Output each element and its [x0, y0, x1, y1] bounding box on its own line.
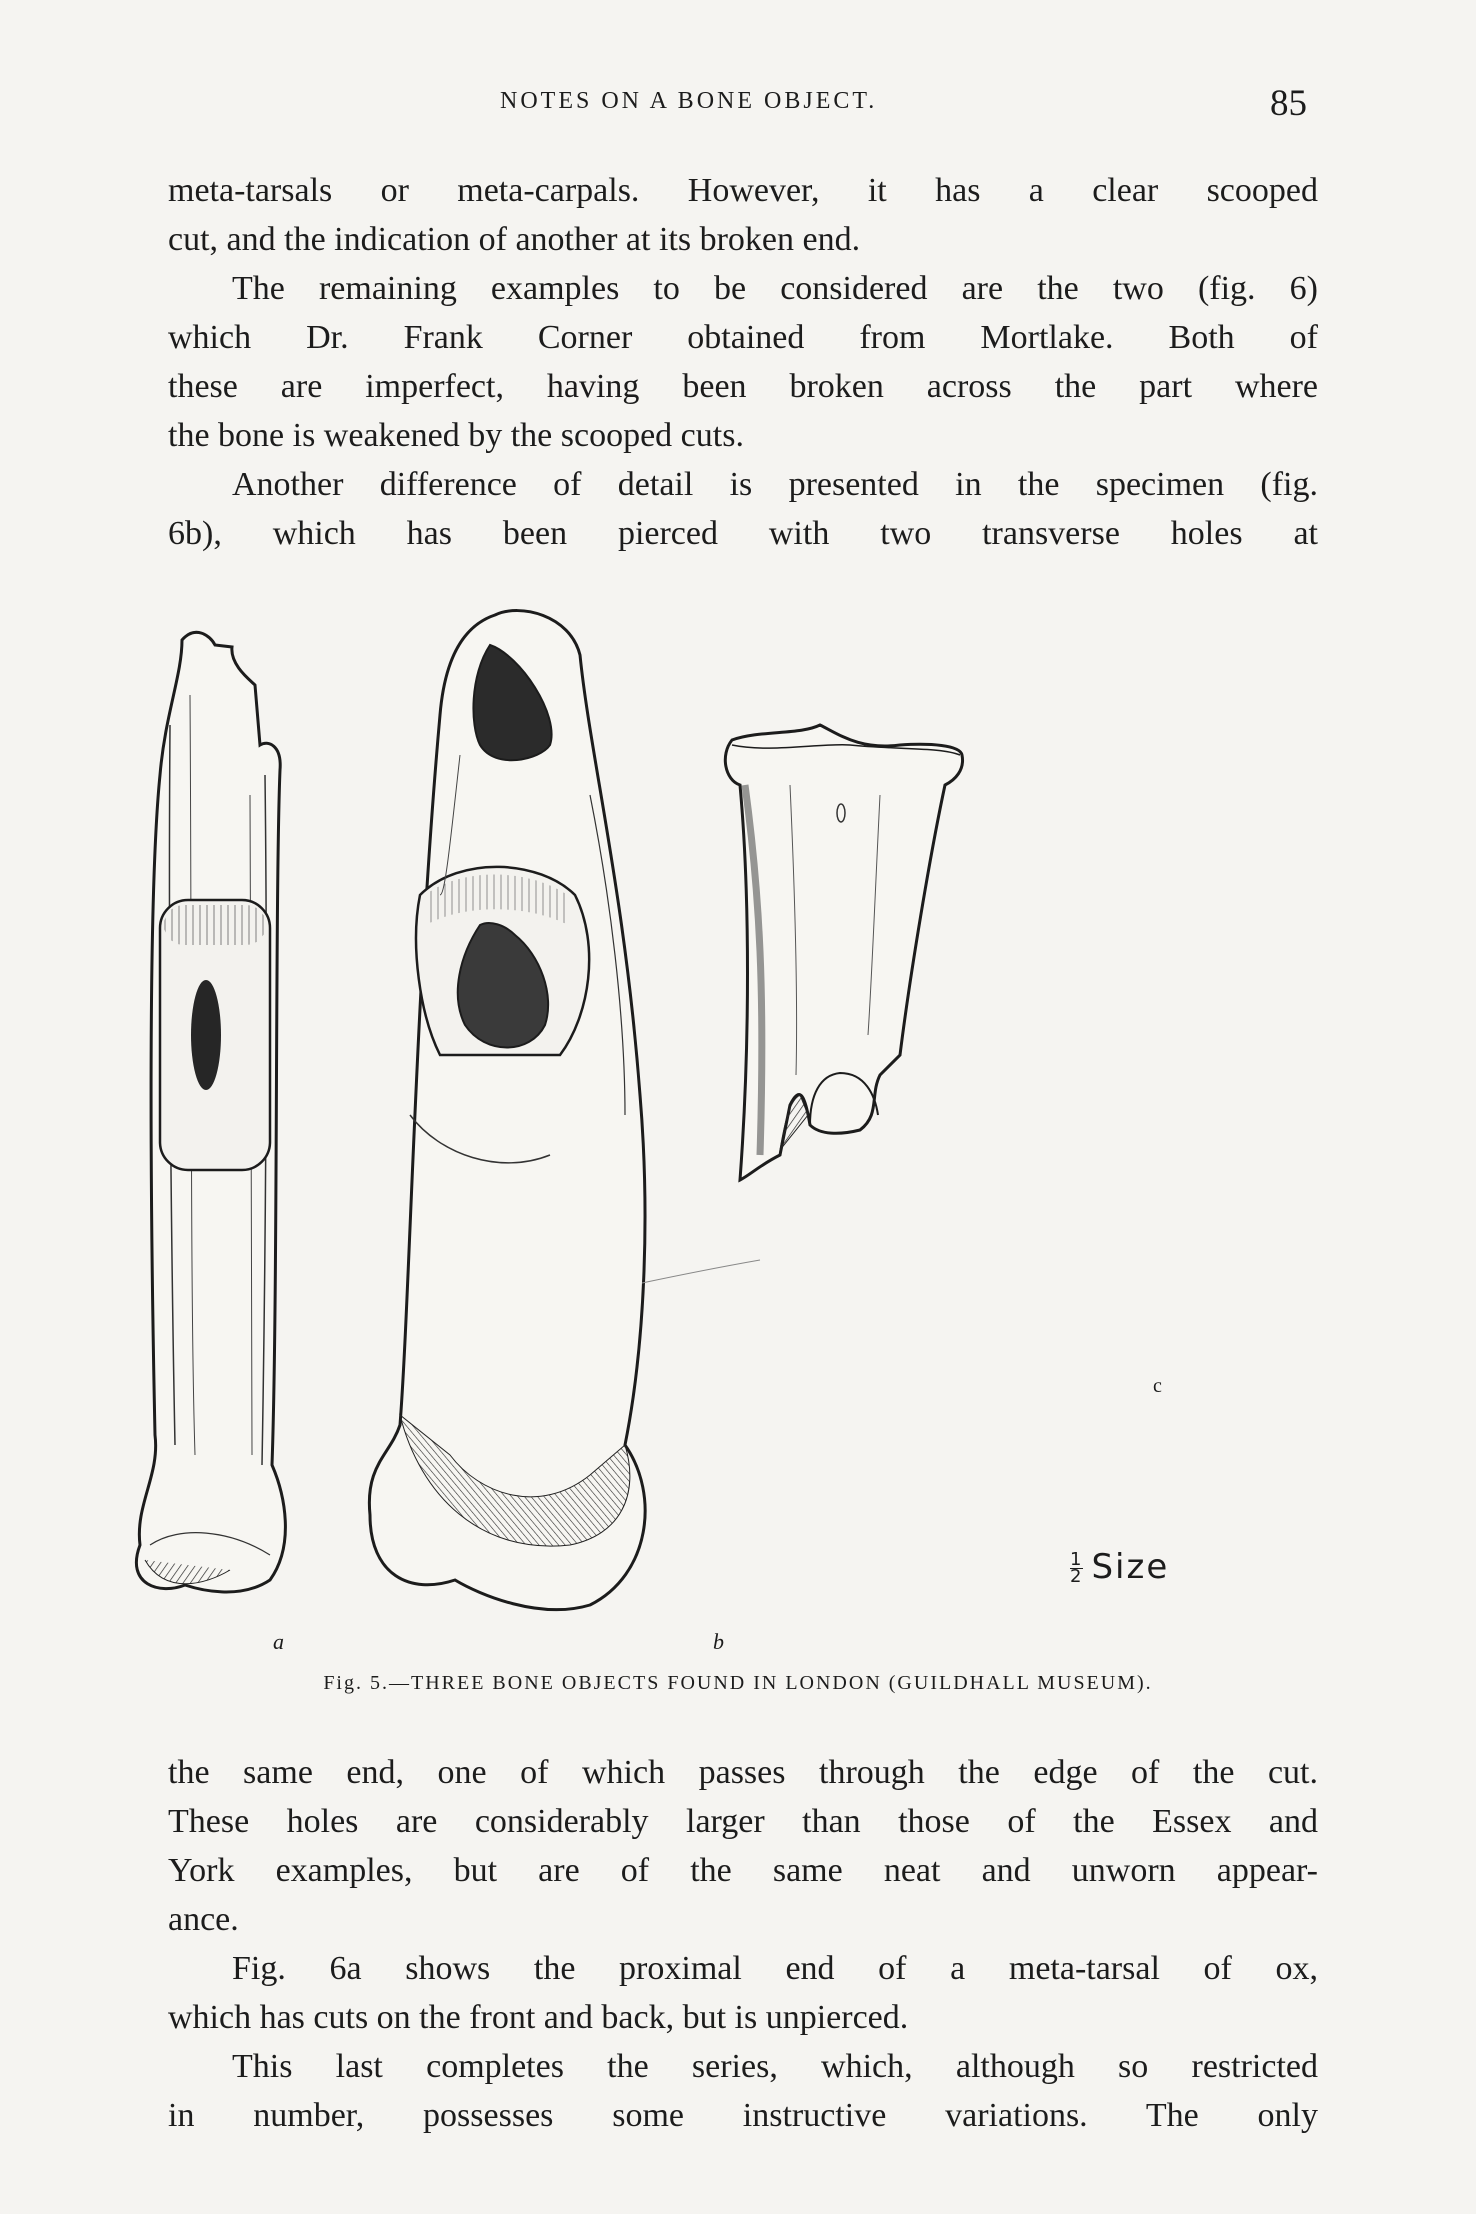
- figure-label-b: b: [713, 1629, 724, 1654]
- text-line: These holes are considerably larger than those of the Essex and: [168, 1803, 1318, 1840]
- leader-line: [642, 1260, 760, 1283]
- text-line: meta-tarsals or meta-carpals. However, it has a clear scooped: [168, 172, 1318, 209]
- paragraph: [168, 264, 1318, 460]
- page-number: 85: [1270, 83, 1307, 124]
- scale-label: [1070, 1547, 1169, 1587]
- figure-bone-objects: [120, 595, 1370, 1675]
- text-line: the bone is weakened by the scooped cuts.: [168, 417, 744, 454]
- text-block-top: [168, 166, 1318, 558]
- paragraph: [168, 460, 1318, 558]
- scale-fraction: [1070, 1549, 1084, 1587]
- figure-label-a: a: [273, 1629, 284, 1654]
- paragraph: [168, 1748, 1318, 1944]
- text-line: these are imperfect, having been broken across the part where: [168, 368, 1318, 405]
- text-line: cut, and the indication of another at its broken end.: [168, 221, 861, 258]
- scale-denominator: 2: [1070, 1566, 1084, 1587]
- bone-b: [369, 611, 645, 1610]
- text-line: Fig. 6a shows the proximal end of a meta-tarsal of ox,: [232, 1950, 1318, 1987]
- text-line: York examples, but are of the same neat and unworn appear-: [168, 1852, 1318, 1889]
- bone-c: [725, 725, 962, 1180]
- paragraph: [168, 2042, 1318, 2140]
- scale-numerator: 1: [1070, 1549, 1084, 1570]
- text-line: Another difference of detail is presented in the specimen (fig.: [232, 466, 1318, 503]
- running-head: [0, 83, 1476, 128]
- text-line: which has cuts on the front and back, but is unpierced.: [168, 1999, 909, 2036]
- text-line: The remaining examples to be considered are the two (fig. 6): [232, 270, 1318, 307]
- text-line: which Dr. Frank Corner obtained from Mortlake. Both of: [168, 319, 1318, 356]
- text-line: in number, possesses some instructive variations. The only: [168, 2097, 1318, 2134]
- paragraph: [168, 166, 1318, 264]
- paragraph: [168, 1944, 1318, 2042]
- figure-caption: Fig. 5.—THREE BONE OBJECTS FOUND IN LONDON (GUILDHALL MUSEUM).: [323, 1672, 1153, 1694]
- text-block-bottom: [168, 1748, 1318, 2140]
- running-title: NOTES ON A BONE OBJECT.: [500, 88, 878, 114]
- text-line: the same end, one of which passes through the edge of the cut.: [168, 1754, 1318, 1791]
- figure-label-c: c: [1153, 1375, 1162, 1397]
- text-line: This last completes the series, which, although so restricted: [232, 2048, 1318, 2085]
- bone-a: [136, 632, 285, 1592]
- text-line: ance.: [168, 1901, 239, 1938]
- scale-word: Size: [1091, 1547, 1170, 1587]
- bone-illustration: [120, 595, 1370, 1675]
- text-line: 6b), which has been pierced with two transverse holes at: [168, 515, 1318, 552]
